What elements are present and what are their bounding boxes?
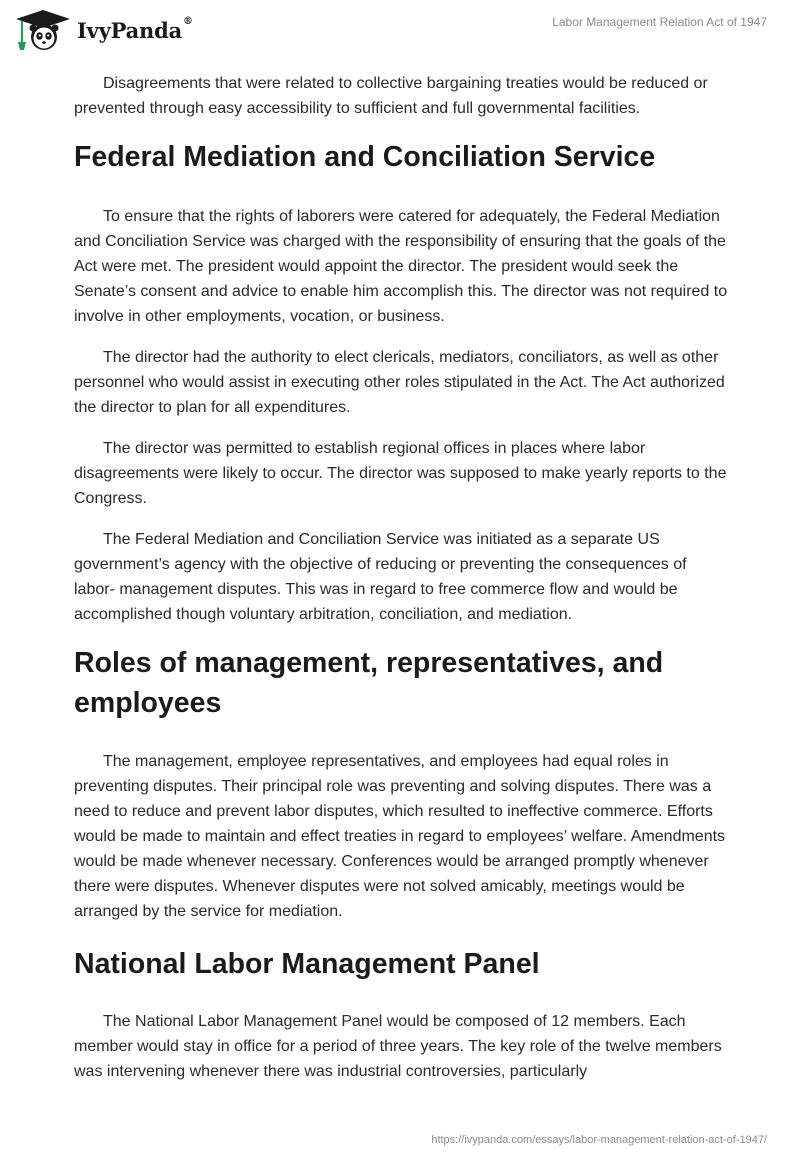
- source-url[interactable]: https://ivypanda.com/essays/labor-management-relation-act-of-1947/: [431, 1134, 767, 1146]
- running-title: Labor Management Relation Act of 1947: [552, 15, 767, 29]
- paragraph: The director was permitted to establish regional offices in places where labor disagreements were likely to occur. The director was supposed to make yearly reports to the Congress.: [74, 440, 727, 507]
- paragraph: To ensure that the rights of laborers were catered for adequately, the Federal Mediation and Conciliation Service was charged with the responsibility of ensuring that the goals of the Act were met. The president would appoint the director. The president would seek the Senate’s consent and advice to enable him accomplish this. The director was not required to involve in other employments, vocation, or business.: [74, 208, 728, 325]
- section-heading: National Labor Management Panel: [74, 948, 540, 980]
- section-heading: Roles of management, representatives, and employees: [74, 647, 664, 719]
- paragraph: The National Labor Management Panel would be composed of 12 members. Each member would stay in office for a period of three years. The key role of the twelve members was intervening whenever there was industrial controversies, particularly: [74, 1013, 722, 1080]
- paragraph: The Federal Mediation and Conciliation Service was initiated as a separate US government’s agency with the objective of reducing or preventing the consequences of labor- management disputes. This was in regard to free commerce flow and would be accomplished though voluntary arbitration, conciliation, and mediation.: [74, 531, 687, 623]
- brand-logo[interactable]: [14, 8, 193, 52]
- essay-content: [74, 71, 730, 1100]
- paragraph: The director had the authority to elect clericals, mediators, conciliators, as well as other personnel who would assist in executing other roles stipulated in the Act. The Act authorized the director to plan for all expenditures.: [74, 349, 725, 416]
- panda-logo-icon: [14, 8, 72, 52]
- paragraph: The management, employee representatives, and employees had equal roles in preventing disputes. Their principal role was preventing and solving disputes. There was a need to reduce and prevent labor disputes, which resulted to ineffective commerce. Efforts would be made to maintain and effect treaties in regard to employees’ welfare. Amendments would be made whenever necessary. Conferences would be arranged promptly whenever there were disputes. Whenever disputes were not solved amicably, meetings would be arranged by the service for mediation.: [74, 753, 726, 920]
- brand-name: IvyPanda®: [77, 15, 193, 43]
- registered-mark: ®: [183, 15, 193, 27]
- section-heading: Federal Mediation and Conciliation Service: [74, 141, 656, 173]
- page-header: [0, 0, 800, 60]
- paragraph: Disagreements that were related to collective bargaining treaties would be reduced or prevented through easy accessibility to sufficient and full governmental facilities.: [74, 75, 708, 117]
